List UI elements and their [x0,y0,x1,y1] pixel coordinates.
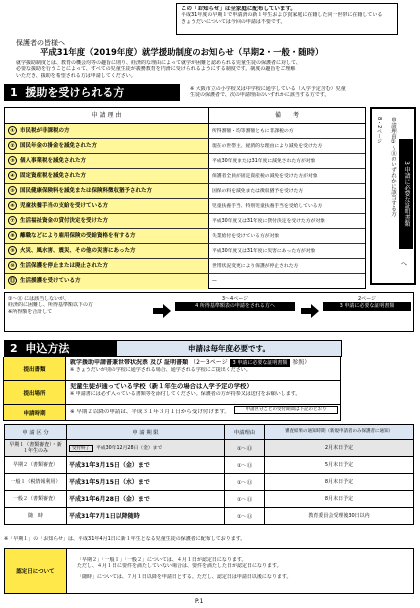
reason-text: 生活福祉資金の貸付決定を受けた方 [20,218,109,224]
reason-text: 固定資産税を減免された方 [20,173,87,179]
schedule-reason: ①〜⑪ [225,490,265,507]
schedule-row [5,439,414,456]
reason-row [5,124,365,139]
intro-line: 就学援助制度とは、教育の機会均等の趣旨に則り、経済的な理由によって就学が困難と認められる児童生徒の保護者に対して、 [16,60,301,66]
arrow-icon [153,303,171,317]
reason-cell [5,229,209,243]
submit-docs-note: ※ きょうだいが別の学校に通学される場合、通学される学校にご提出ください。 [70,367,251,373]
deadline-text: 平成31年6月28日（金）まで [69,496,150,503]
reason-number: ⑤ [8,186,17,195]
side-to: へ [401,261,408,268]
annual-banner: 申請は毎年度必要です。 [116,340,342,357]
reason-number: ① [8,126,17,135]
intro-line: 必要な援助を行うことによって、すべての児童生徒が義務教育を円滑に受けられるようにする制度です。制度の趣旨をご理解 [16,66,296,73]
route-right [323,296,411,311]
section2-title: 申込方法 [25,342,70,355]
section2-number: 2 [10,342,18,355]
remark-cell: 児童扶養手当、特別児童扶養手当を受給している方 [212,204,323,209]
closed-badge: 受付終了 [69,445,93,452]
reason-cell [5,169,209,183]
reason-cell [5,214,209,228]
section1-number: 1 [10,86,18,99]
section2-header [4,340,116,357]
approval-line: 「早期２」「一般１」「一般２」については、４月１日が認定日になります。 [77,557,247,563]
reason-number: ⑨ [8,246,17,255]
route-mid-page: 3〜4ページ [221,296,249,302]
approval-box [4,548,414,594]
submit-place-label: 提出場所 [4,381,66,404]
table-header-reason: 申請理由 [225,425,265,440]
table-header-notice: 審査結果の通知時期（新規申請者のみ保護者に通知） [265,425,414,440]
reason-row [5,154,365,169]
submit-docs-end: 参照） [292,359,311,366]
route-right-label: 3 申請に必要な証明書類 [323,302,411,311]
notice-line1: この「お知らせ」は全家庭に配布しています。 [181,6,296,12]
reason-number: ⑪ [9,278,15,284]
reason-cell [5,124,209,138]
schedule-reason: ①〜⑪ [225,473,265,490]
reason-text: 生活援護を受けている方 [20,278,81,284]
schedule-reason: ①〜⑪ [225,507,265,524]
deadline-text: 平成31年7月1日以降随時 [69,513,140,520]
reason-row [5,184,365,199]
submit-place-note: ※ 申請書には必ず入っている書類等を添付してください。保護者の方が持参又は送付をお願いします。 [70,391,301,397]
greeting: 保護者の皆様へ [16,39,65,47]
remark-cell: 現在の世帯主、経済的な理由により減免を受けた方 [212,144,323,149]
reason-number: ⑦ [8,216,17,225]
reason-text: 国民健康保険料を減免または保険料徴収猶予された方 [20,188,153,194]
reason-text: 生活保護を停止または廃止された方 [20,263,109,269]
submit-place-text: 児童生徒が通っている学校（新１年生の場合は入学予定の学校） [70,383,253,390]
reason-cell [5,139,209,153]
period-text: ※ 早期２以降の申請は、平成３１年３月１日から受け付けます。 [70,409,230,415]
section1-title: 援助を受けられる方 [25,86,125,99]
schedule-kind: 早期２（書類審査） [5,456,67,473]
notice-line3: きょうだいについては今回の申請は不要です。 [181,18,286,25]
col-header-remarks: 備 考 [274,112,299,119]
schedule-kind: 一般１（税情報利用） [5,473,67,490]
reason-number: ④ [8,171,17,180]
reason-row [5,244,365,259]
section1-note [190,86,414,99]
col-header-reason: 申 請 理 由 [5,108,209,123]
schedule-notice: 教育委員会受理後30日以内 [265,507,414,524]
submit-place-row [3,381,341,405]
page-title: 平成31年度（2019年度）就学援助制度のお知らせ（早期2・一般・随時） [40,47,324,57]
reason-cell [5,199,209,213]
schedule-deadline [67,456,225,473]
intro-paragraph [16,60,408,79]
table-header-deadline: 申 請 期 限 [67,425,225,440]
schedule-notice: 8月末日予定 [265,473,414,490]
schedule-kind: 一般２（書類審査） [5,490,67,507]
reason-cell [5,244,209,258]
period-row [3,405,341,421]
schedule-kind: 早期１（書類審査）・新１年生のみ [5,439,67,456]
remark-cell: — [212,279,217,284]
table-footnote: ※「早期１」の「お知らせ」は、平成31年4月1日に新１年生となる児童生徒の保護者に配布しております。 [4,536,246,542]
reason-number: ⑥ [8,201,17,210]
schedule-kind: 随 時 [5,507,67,524]
schedule-deadline [67,490,225,507]
approval-label: 認定日について [5,549,67,593]
side-black-label: 3 申請に必要な証明書類 [399,139,413,249]
deadline-text: 平成31年5月15日（水）まで [69,479,150,486]
reason-cell [5,259,209,273]
route-mid [175,296,295,311]
reason-text: 市民税が非課税の方 [20,128,70,134]
schedule-notice: 2月末日予定 [265,439,414,456]
side-reason-text: 申請理由①〜⑪のいずれかに該当する方 [390,117,396,217]
approval-line: 「随時」については、７月１日以降を申請日とする。ただし、認定日は申請日以後になります。 [77,573,292,580]
side-pages: 8・2ページ [376,117,382,144]
route-right-page: 2ページ [357,296,377,302]
reason-row [5,199,365,214]
submit-docs-label: 提出書類 [4,357,66,380]
income-line: 経済的に困難し、所得基準額以下の方 [8,302,94,309]
remark-cell: 国保の料を減免または徴収猶予を受けた方 [212,189,304,194]
side-guidance-box [370,107,416,285]
period-note: 申請区分ごとの受付期間は下記のとおり [234,406,338,414]
submit-docs-text: 就学援助申請書兼世帯状況票 及び 証明書類 [70,359,189,366]
income-route-text [8,296,148,315]
schedule-row [5,507,414,524]
reason-row [5,214,365,229]
schedule-reason: ①〜⑪ [225,439,265,456]
page-number: P.1 [195,598,204,605]
reason-text: 国民年金の掛金を減免された方 [20,143,98,149]
deadline-text: 平成30年12月28日（金）まで [96,446,163,451]
remark-cell: 平成30年度又は31年度に災害にあった方が対象 [212,249,316,254]
schedule-deadline [67,507,225,524]
intro-line: いただき、援助を希望される方は申請してください。 [16,72,136,79]
remark-cell: 平成30年度又は31年度に貸付決定を受けた方が対象 [212,219,325,224]
reason-text: 火災、風水害、震災、その他の災害にあった方 [20,248,136,254]
reason-rows [5,124,365,289]
approval-line: ただし、４月１日に要件を満たしていない場合は、要件を満たした日が認定日になります。 [77,563,282,570]
section1-header [4,84,180,101]
schedule-rows [5,439,414,524]
income-line: ①〜⑪ には該当しないが、 [8,296,70,302]
schedule-row [5,456,414,473]
reasons-table [4,107,366,289]
remark-cell: 世帯状況変更により保護が停止された方 [212,264,299,269]
reason-number: ⑧ [8,231,17,240]
schedule-reason: ①〜⑪ [225,456,265,473]
reason-text: 離職などにより雇用保険の受給資格を有する方 [20,233,136,239]
deadline-text: 平成31年3月15日（金）まで [69,462,150,469]
reason-text: 個人事業税を減免された方 [20,158,87,164]
schedule-row [5,490,414,507]
schedule-notice: 5月末日予定 [265,456,414,473]
reason-cell [5,154,209,168]
schedule-row [5,473,414,490]
income-line: ※所得額を合計して [8,308,53,315]
notice-line2: 平成31年度の早期１で申請済の新１年生および貴家庭に在籍した同一世帯に在籍している [181,12,383,19]
period-label: 申請時期 [4,405,66,420]
route-mid-label: 4 所得基準額表の申請をされる方へ [175,302,295,311]
schedule-deadline [67,439,225,456]
schedule-table [4,424,414,525]
note-line: ※ 大阪市立の小学校又は中学校に通学している（入学予定含む）児童 [190,86,346,92]
submit-docs-black: 3 申請に必要な証明書類 [230,359,291,367]
notice-box [176,3,398,35]
reason-cell [5,184,209,198]
table-header-kind: 申 請 区 分 [5,425,67,440]
remark-cell: 保護者全員が固定資産税の減免を受けた方が対象 [212,174,318,179]
reason-number: ③ [8,156,17,165]
remark-cell: 失業給付を受けている方が対象 [212,234,280,239]
reason-cell [5,274,209,289]
reason-row [5,169,365,184]
remark-cell: 所得割額・均等割額ともに非課税の方 [212,129,294,134]
reason-row [5,229,365,244]
schedule-notice: 8月末日予定 [265,490,414,507]
submit-docs-pages: （2〜3ページ [190,359,228,366]
reason-row [5,259,365,274]
reason-row [5,274,365,289]
note-line: 生徒の保護者で、次の申請理由のいずれかに該当する方です。 [190,92,330,99]
reason-number: ⑩ [8,261,17,270]
income-route-box [4,292,414,332]
schedule-deadline [67,473,225,490]
reason-row [5,139,365,154]
reason-number: ② [8,141,17,150]
arrow-icon [301,303,319,317]
reason-text: 児童扶養手当の支給を受けている方 [20,203,109,209]
submit-docs-row [3,357,341,381]
remark-cell: 平成30年度または31年度に減免された方が対象 [212,159,316,164]
